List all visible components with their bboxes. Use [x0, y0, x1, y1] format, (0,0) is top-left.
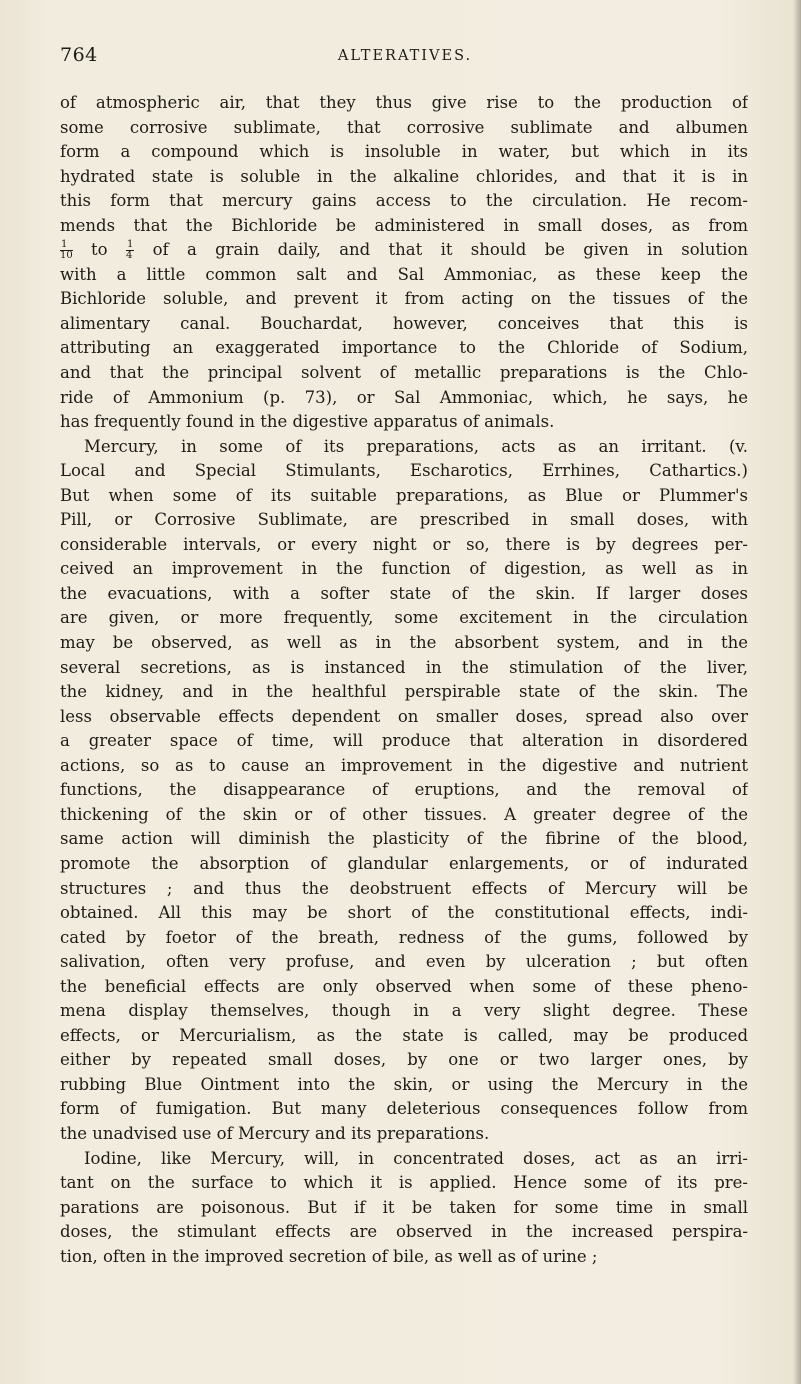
- text-line: promote the absorption of glandular enlargements, or of indurated: [60, 853, 748, 873]
- text-line: salivation, often very profuse, and even by ulceration ; but often: [60, 952, 748, 972]
- text-line: functions, the disappearance of eruptions, and the removal of: [60, 780, 748, 800]
- text-line: Pill, or Corrosive Sublimate, are prescribed in small doses, with: [60, 510, 748, 530]
- text-line: ceived an improvement in the function of digestion, as well as in: [60, 559, 748, 579]
- text-line: Bichloride soluble, and prevent it from acting on the tissues of the: [60, 289, 748, 309]
- text-line: obtained. All this may be short of the constitutional effects, indi-: [60, 903, 748, 923]
- text-line: mena display themselves, though in a very slight degree. These: [60, 1001, 748, 1021]
- text-line: parations are poisonous. But if it be taken for some time in small: [60, 1197, 748, 1217]
- text-line: either by repeated small doses, by one or two larger ones, by: [60, 1050, 748, 1070]
- text-line: Local and Special Stimulants, Escharotics, Errhines, Cathartics.): [60, 461, 748, 481]
- text-line: of atmospheric air, that they thus give rise to the production of: [60, 93, 748, 112]
- text-line: several secretions, as is instanced in the stimulation of the liver,: [60, 657, 748, 677]
- text-line: cated by foetor of the breath, redness of the gums, followed by: [60, 927, 748, 947]
- fraction-denominator: 10: [60, 250, 73, 262]
- text-line: actions, so as to cause an improvement in the digestive and nutrient: [60, 755, 748, 775]
- text-line: structures ; and thus the deobstruent effects of Mercury will be: [60, 878, 748, 898]
- text-line: tant on the surface to which it is applied. Hence some of its pre-: [60, 1173, 748, 1193]
- fraction-numerator: 1: [126, 239, 134, 251]
- page-header: [60, 44, 750, 74]
- text-line-with-fractions: [60, 238, 748, 263]
- fraction-one-quarter: [126, 240, 134, 261]
- fraction-numerator: 1: [60, 240, 73, 251]
- text-line: rubbing Blue Ointment into the skin, or using the Mercury in the: [60, 1074, 748, 1094]
- text-line: ride of Ammonium (p. 73), or Sal Ammoniac, which, he says, he: [60, 387, 748, 407]
- fraction-denominator: 4: [125, 250, 133, 262]
- text-line: a greater space of time, will produce that alteration in disordered: [60, 731, 748, 751]
- text-line: thickening of the skin or of other tissues. A greater degree of the: [60, 804, 748, 824]
- text-line: are given, or more frequently, some excitement in the circulation: [60, 608, 748, 628]
- paragraph-start: Iodine, like Mercury, will, in concentrated doses, act as an irri-: [84, 1148, 748, 1168]
- text-line: less observable effects dependent on smaller doses, spread also over: [60, 706, 748, 726]
- text-line: mends that the Bichloride be administered in small doses, as from: [60, 215, 748, 235]
- page-edge-shadow: [793, 0, 801, 1384]
- text-segment: of a grain daily, and that it should be given in solution: [152, 240, 748, 260]
- fraction-one-tenth: [60, 240, 73, 261]
- text-line: form a compound which is insoluble in water, but which in its: [60, 142, 748, 162]
- text-line: hydrated state is soluble in the alkaline chlorides, and that it is in: [60, 166, 748, 186]
- text-line: the kidney, and in the healthful perspirable state of the skin. The: [60, 682, 748, 702]
- body-text: [60, 91, 748, 1269]
- text-line: attributing an exaggerated importance to the Chloride of Sodium,: [60, 338, 748, 358]
- text-line: alimentary canal. Bouchardat, however, conceives that this is: [60, 313, 748, 333]
- text-line: with a little common salt and Sal Ammoniac, as these keep the: [60, 264, 748, 284]
- text-line: tion, often in the improved secretion of bile, as well as of urine ;: [60, 1246, 598, 1266]
- text-line: form of fumigation. But many deleterious consequences follow from: [60, 1099, 748, 1119]
- text-line: same action will diminish the plasticity of the fibrine of the blood,: [60, 829, 748, 849]
- text-segment: to: [91, 240, 108, 260]
- text-line: this form that mercury gains access to the circulation. He recom-: [60, 191, 748, 211]
- text-line: and that the principal solvent of metallic preparations is the Chlo-: [60, 363, 748, 383]
- page-number: 764: [60, 44, 98, 66]
- text-line: some corrosive sublimate, that corrosive sublimate and albumen: [60, 117, 748, 137]
- paragraph-start: Mercury, in some of its preparations, acts as an irritant. (v.: [84, 436, 748, 456]
- text-line: the evacuations, with a softer state of the skin. If larger doses: [60, 583, 748, 603]
- running-title: ALTERATIVES.: [337, 48, 473, 64]
- text-line: has frequently found in the digestive apparatus of animals.: [60, 412, 555, 432]
- text-line: considerable intervals, or every night or so, there is by degrees per-: [60, 534, 748, 554]
- text-line: effects, or Mercurialism, as the state is called, may be produced: [60, 1025, 748, 1045]
- text-line: But when some of its suitable preparations, as Blue or Plummer's: [60, 485, 748, 505]
- text-line: doses, the stimulant effects are observed in the increased perspira-: [60, 1222, 748, 1242]
- text-line: the unadvised use of Mercury and its preparations.: [60, 1123, 490, 1143]
- text-line: may be observed, as well as in the absorbent system, and in the: [60, 633, 748, 653]
- text-line: the beneficial effects are only observed when some of these pheno-: [60, 976, 748, 996]
